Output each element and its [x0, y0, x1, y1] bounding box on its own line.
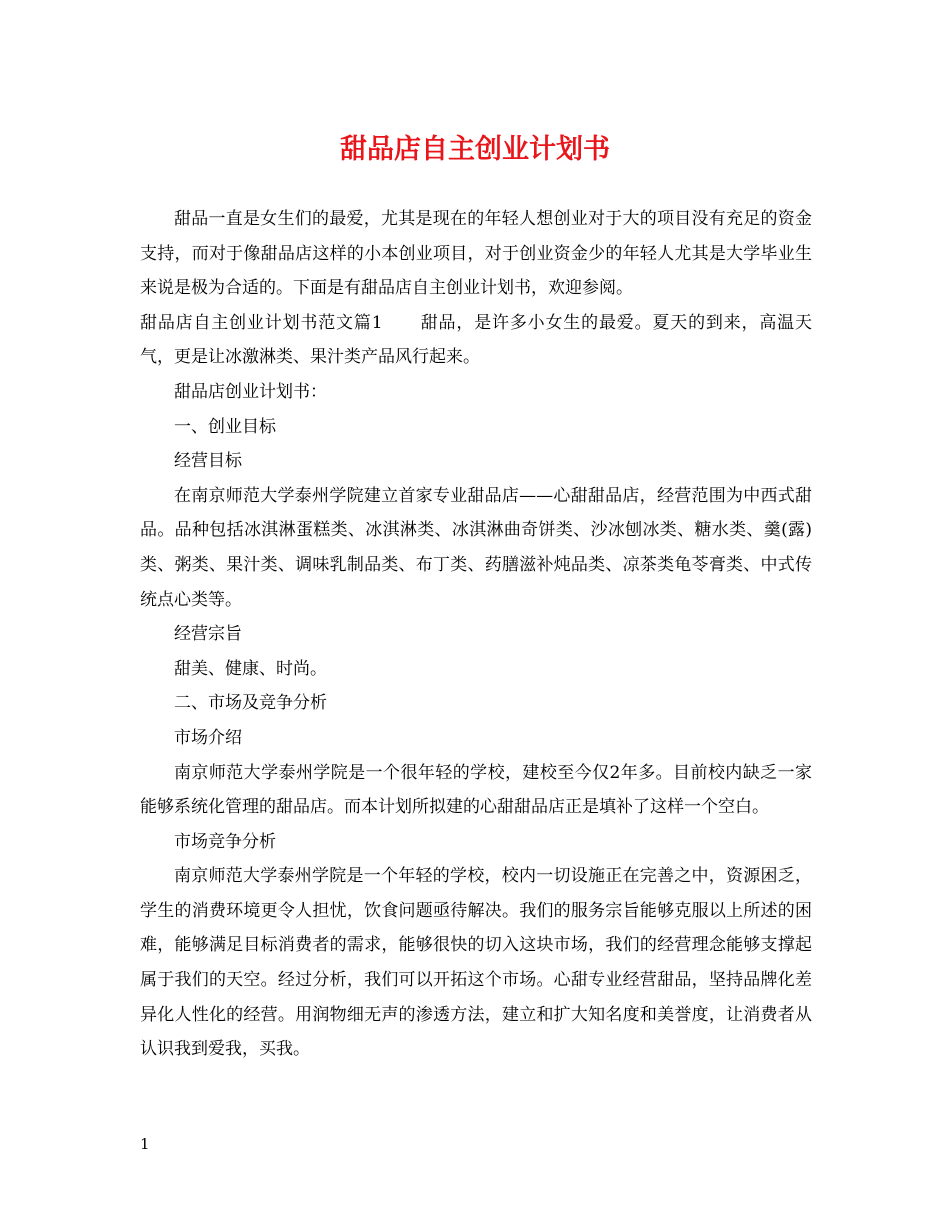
document-title: 甜品店自主创业计划书 — [340, 134, 610, 165]
competition-paragraph: 南京师范大学泰州学院是一个年轻的学校，校内一切设施正在完善之中，资源困乏，学生的消费环境更令人担忧，饮食问题亟待解决。我们的服务宗旨能够克服以上所述的困难，能够满足目标消费者的需求，能够很快的切入这块市场，我们的经营理念能够支撑起属于我们的天空。经过分析，我们可以开拓这个市场。心甜专业经营甜品，坚持品牌化差异化人性化的经营。用润物细无声的渗透方法，建立和扩大知名度和美誉度，让消费者从认识我到爱我，买我。 — [140, 866, 812, 1060]
sample-paragraph — [140, 306, 812, 375]
section-1-heading: 一、创业目标 — [174, 416, 276, 437]
document-body — [140, 202, 812, 1067]
market-intro-heading: 市场介绍 — [174, 727, 242, 748]
sample-text: 甜品，是许多小女生的最爱。夏天的到来，高温天气，更是让冰激淋类、果汁类产品风行起来。 — [140, 312, 812, 368]
business-goal-paragraph: 在南京师范大学泰州学院建立首家专业甜品店——心甜甜品店，经营范围为中西式甜品。品种包括冰淇淋蛋糕类、冰淇淋类、冰淇淋曲奇饼类、沙冰刨冰类、糖水类、羹(露)类、粥类、果汁类、调味乳制品类、布丁类、药膳滋补炖品类、凉茶类龟苓膏类、中式传统点心类等。 — [140, 485, 812, 610]
page-number: 1 — [140, 1135, 150, 1153]
market-intro-paragraph: 南京师范大学泰州学院是一个很年轻的学校，建校至今仅2年多。目前校内缺乏一家能够系统化管理的甜品店。而本计划所拟建的心甜甜品店正是填补了这样一个空白。 — [140, 762, 812, 818]
competition-heading: 市场竞争分析 — [174, 831, 276, 852]
sample-heading: 甜品店自主创业计划书范文篇1 — [140, 312, 383, 333]
business-purpose-heading: 经营宗旨 — [174, 624, 242, 645]
business-goal-heading: 经营目标 — [174, 451, 242, 472]
business-purpose-paragraph: 甜美、健康、时尚。 — [174, 658, 327, 679]
section-2-heading: 二、市场及竞争分析 — [174, 693, 327, 714]
plan-heading: 甜品店创业计划书： — [174, 381, 327, 402]
intro-paragraph: 甜品一直是女生们的最爱，尤其是现在的年轻人想创业对于大的项目没有充足的资金支持，而对于像甜品店这样的小本创业项目，对于创业资金少的年轻人尤其是大学毕业生来说是极为合适的。下面是有甜品店自主创业计划书，欢迎参阅。 — [140, 209, 812, 299]
